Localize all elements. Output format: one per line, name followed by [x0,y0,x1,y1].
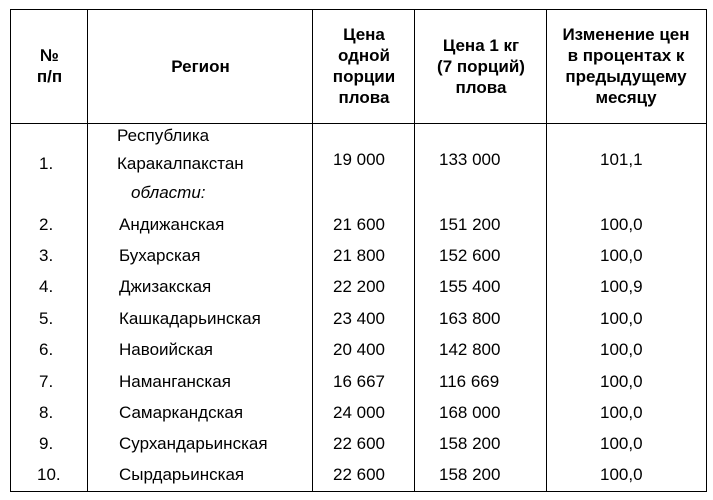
price-portion: 21 600 [333,215,385,234]
price-kg: 163 800 [439,309,501,328]
price-change: 101,1 [600,150,643,169]
price-kg: 152 600 [439,246,501,265]
price-portion: 22 600 [333,434,385,453]
region-name: Джизакская [119,277,212,296]
column-divider [414,10,415,491]
price-change: 100,0 [600,309,643,328]
region-name: Самаркандская [119,403,244,422]
price-portion: 16 667 [333,372,385,391]
region-name-line2: Каракалпакстан [117,154,244,173]
region-name: Андижанская [119,215,225,234]
row-number: 8. [39,403,54,422]
table-row [11,126,706,178]
price-portion: 19 000 [333,150,385,169]
price-kg: 151 200 [439,215,501,234]
region-name-line1: Республика [117,126,210,145]
header-change: Изменение цен в процентах к предыдущему месяцу [562,25,690,107]
price-portion: 24 000 [333,403,385,422]
row-number: 2. [39,215,54,234]
table-subheader [11,183,706,209]
header-region: Регион [171,56,230,76]
regions-subheader: области: [131,183,206,202]
row-number: 9. [39,434,54,453]
row-number: 10. [37,465,61,484]
row-number: 1. [39,154,54,173]
price-portion: 22 600 [333,465,385,484]
price-portion: 23 400 [333,309,385,328]
price-kg: 142 800 [439,340,501,359]
price-kg: 155 400 [439,277,501,296]
table-header-row [11,10,706,124]
price-change: 100,0 [600,465,643,484]
price-kg: 116 669 [439,372,500,391]
region-name: Сурхандарьинская [119,434,268,453]
price-portion: 20 400 [333,340,385,359]
price-kg: 133 000 [439,150,501,169]
header-price-portion: Цена одной порции плова [332,25,396,107]
row-number: 6. [39,340,54,359]
price-portion: 21 800 [333,246,385,265]
price-change: 100,0 [600,403,643,422]
region-name: Навоийская [119,340,213,359]
price-change: 100,0 [600,340,643,359]
price-change: 100,9 [600,277,643,296]
price-change: 100,0 [600,215,643,234]
price-portion: 22 200 [333,277,385,296]
price-change: 100,0 [600,372,643,391]
row-number: 5. [39,309,54,328]
column-divider [87,10,88,491]
region-name: Наманганская [119,372,231,391]
column-divider [546,10,547,491]
column-divider [312,10,313,491]
price-kg: 158 200 [439,465,501,484]
region-name: Бухарская [119,246,201,265]
header-num: № п/п [36,46,63,86]
price-kg: 168 000 [439,403,501,422]
row-number: 3. [39,246,54,265]
region-name: Кашкадарьинская [119,309,261,328]
price-change: 100,0 [600,246,643,265]
price-change: 100,0 [600,434,643,453]
price-kg: 158 200 [439,434,501,453]
region-name: Сырдарьинская [119,465,245,484]
row-number: 4. [39,277,54,296]
price-table [10,9,707,492]
header-price-kg: Цена 1 кг (7 порций) плова [437,35,525,97]
row-number: 7. [39,372,54,391]
